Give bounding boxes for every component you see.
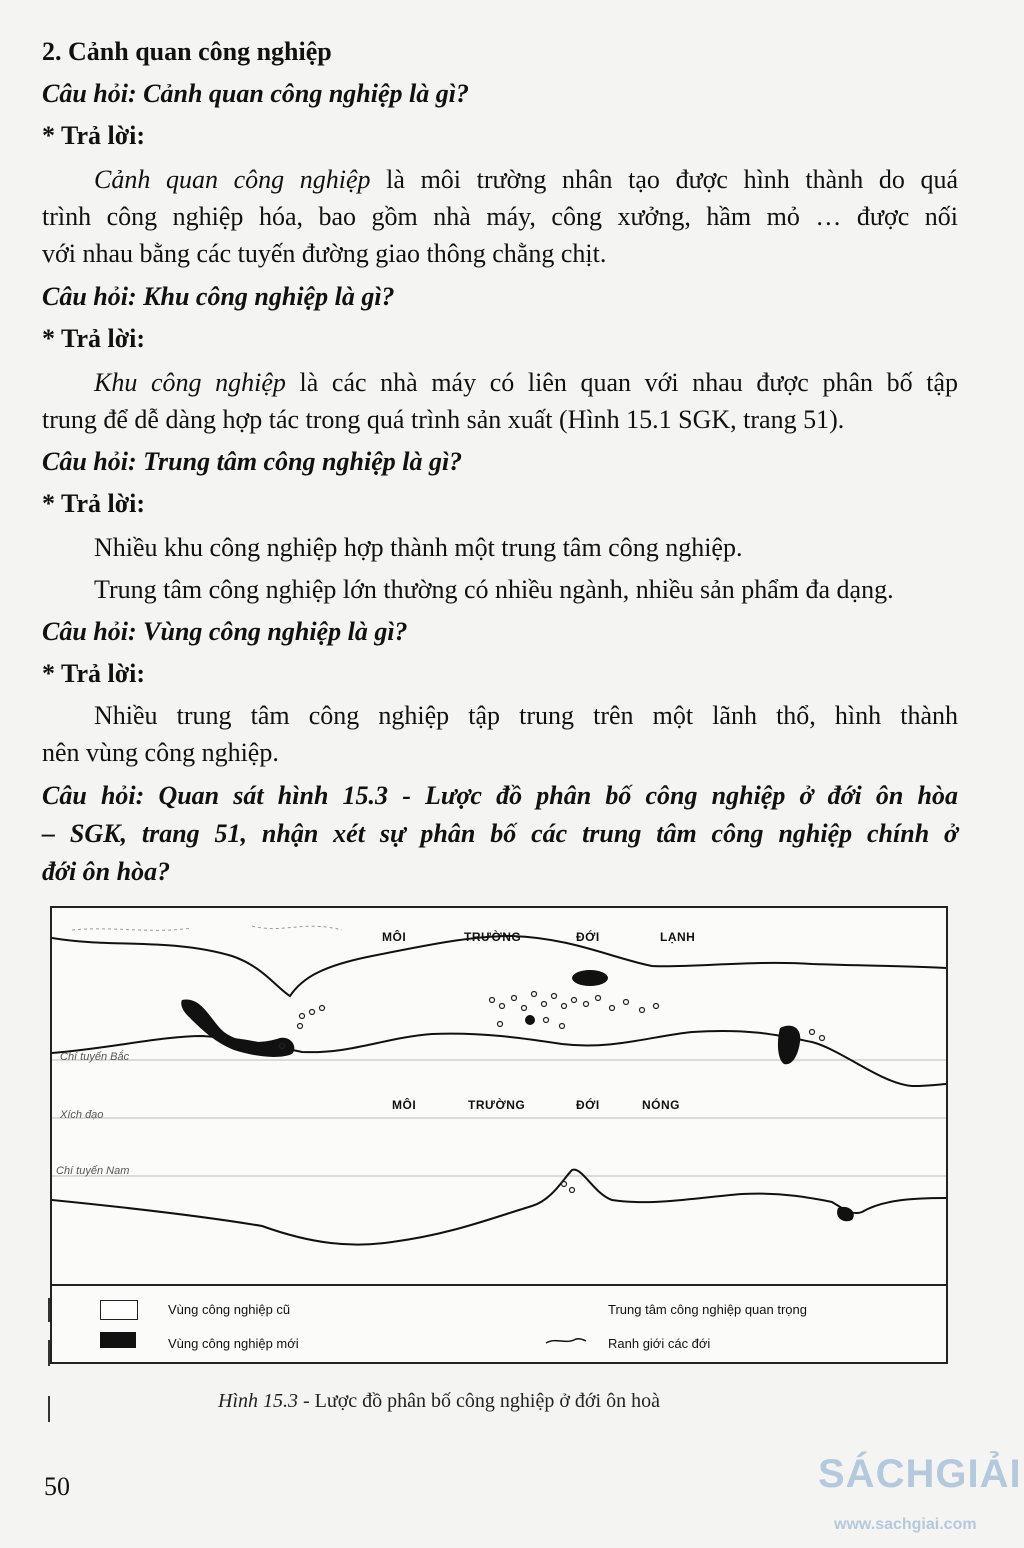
answer-4-line-1: Nhiều trung tâm công nghiệp tập trung trên một lãnh thổ, hình thành [94,701,958,730]
new-region-north-america [181,1000,294,1057]
answer-1-line-2: trình công nghiệp hóa, bao gồm nhà máy, công xưởng, hầm mỏ … được nối [42,202,958,231]
answer-4-line-2: nên vùng công nghiệp. [42,738,279,767]
answer-3-line-2: Trung tâm công nghiệp lớn thường có nhiều ngành, nhiều sản phẩm đa dạng. [94,575,894,604]
figure-15-3-map [50,906,948,1364]
legend-boundary-swatch [544,1334,588,1348]
label-tropic-south: Chí tuyến Nam [56,1165,130,1177]
question-5-line-1: Câu hỏi: Quan sát hình 15.3 - Lược đồ phân bố công nghiệp ở đới ôn hòa [42,781,958,810]
figure-caption: Hình 15.3 - Lược đồ phân bố công nghiệp ở đới ôn hoà [218,1390,660,1412]
legend-swatch-old-region [100,1300,138,1320]
cold-zone-word-2: TRƯỜNG [464,930,522,944]
question-5-line-2: – SGK, trang 51, nhận xét sự phân bố các trung tâm công nghiệp chính ở [42,819,958,848]
term-canh-quan: Cảnh quan công nghiệp [94,165,371,194]
term-khu-cong-nghiep: Khu công nghiệp [94,368,286,397]
label-equator: Xích đạo [60,1109,104,1121]
margin-tick [48,1298,50,1322]
hot-zone-word-2: TRƯỜNG [468,1098,526,1112]
answer-3-line-1: Nhiều khu công nghiệp hợp thành một trung tâm công nghiệp. [94,533,743,562]
world-map [52,908,946,1284]
coastline-hint [72,926,342,930]
legend-old-region: Vùng công nghiệp cũ [168,1302,291,1317]
boundary-north-cold [52,936,946,996]
boundary-north-hot [52,1031,946,1086]
hot-zone-word-3: ĐỚI [576,1098,600,1112]
answer-label-3: * Trả lời: [42,489,145,518]
question-2: Câu hỏi: Khu công nghiệp là gì? [42,282,395,311]
legend-swatch-new-region [100,1332,136,1348]
new-region-russia [572,970,608,986]
hot-zone-word-4: NÓNG [642,1098,680,1112]
new-region-europe [525,1015,535,1025]
answer-1-line-3: với nhau bằng các tuyến đường giao thông chằng chịt. [42,239,607,268]
legend-divider [52,1284,946,1286]
answer-label-4: * Trả lời: [42,659,145,688]
boundary-south [52,1170,946,1245]
answer-1-line-1: Cảnh quan công nghiệp là môi trường nhân tạo được hình thành do quá [94,165,958,194]
answer-label-1: * Trả lời: [42,121,145,150]
question-3: Câu hỏi: Trung tâm công nghiệp là gì? [42,447,463,476]
sachgiai-watermark: SÁCHGIẢI www.sachgiai.com [818,1452,1022,1533]
major-centers [280,992,825,1193]
new-region-east-asia [778,1026,800,1065]
cold-zone-word-1: MÔI [382,930,407,944]
page-number: 50 [44,1472,70,1501]
legend-new-region: Vùng công nghiệp mới [168,1336,299,1351]
cold-zone-word-4: LẠNH [660,930,696,944]
legend-major-center: Trung tâm công nghiệp quan trọng [608,1302,807,1317]
label-tropic-north: Chí tuyến Bắc [60,1051,130,1063]
hot-zone-word-1: MÔI [392,1098,417,1112]
margin-tick [48,1396,50,1422]
cold-zone-word-3: ĐỚI [576,930,600,944]
legend-zone-boundary: Ranh giới các đới [608,1336,711,1351]
new-region-australia [837,1207,854,1221]
question-5-line-3: đới ôn hòa? [42,857,171,886]
answer-label-2: * Trả lời: [42,324,145,353]
answer-2-line-1: Khu công nghiệp là các nhà máy có liên quan với nhau được phân bố tập [94,368,958,397]
section-heading: 2. Cảnh quan công nghiệp [42,37,332,66]
margin-tick [48,1340,50,1366]
answer-2-line-2: trung để dễ dàng hợp tác trong quá trình sản xuất (Hình 15.1 SGK, trang 51). [42,405,845,434]
question-1: Câu hỏi: Cảnh quan công nghiệp là gì? [42,79,469,108]
question-4: Câu hỏi: Vùng công nghiệp là gì? [42,617,408,646]
